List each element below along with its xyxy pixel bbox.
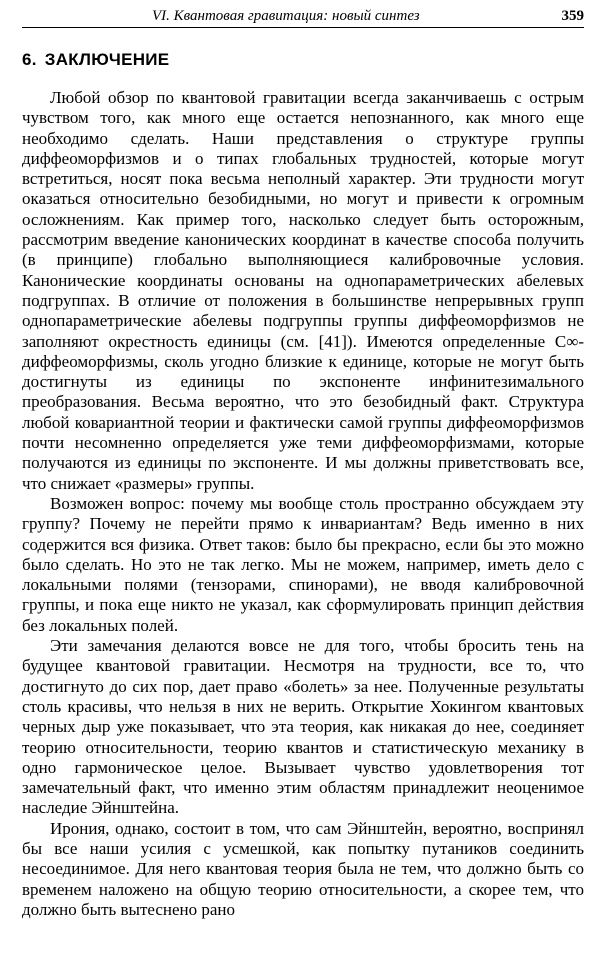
section-heading [22, 50, 584, 70]
paragraph-1: Любой обзор по квантовой гравитации всегда заканчиваешь с острым чувством того, как много еще остается непознанного, как много еще необходимо сделать. Наши представления о структуре группы диффеоморфизмов и о типах глобальных трудностей, которые могут встретиться, носят пока весьма неполный характер. Эти трудности могут оказаться относительно безобидными, но могут и привести к огромным осложнениям. Как пример того, насколько следует быть осторожным, рассмотрим введение канонических координат в качестве способа получить (в принципе) глобально выполняющиеся калибровочные условия. Канонические координаты основаны на однопараметрических абелевых подгруппах. В отличие от положения в большинстве непрерывных групп однопараметрические абелевы подгруппы группы диффеоморфизмов не заполняют окрестность единицы (см. [41]). Имеются определенные C∞-диффеоморфизмы, сколь угодно близкие к единице, которые не могут быть достигнуты из единицы по экспоненте инфинитезимального преобразования. Весьма вероятно, что это безобидный факт. Структура любой ковариантной теории и фактически самой группы диффеоморфизмов почти несомненно определяется уже теми диффеоморфизмами, которые получаются из единицы по экспоненте. И мы должны приветствовать все, что снижает «размеры» группы. [22, 88, 584, 493]
running-title: VI. Квантовая гравитация: новый синтез [152, 8, 420, 24]
section-title: ЗАКЛЮЧЕНИЕ [44, 50, 170, 69]
running-header [22, 0, 584, 28]
page-number: 359 [561, 8, 584, 24]
section-number: 6. [22, 50, 37, 69]
paragraph-2: Возможен вопрос: почему мы вообще столь пространно обсуждаем эту группу? Почему не перейти прямо к инвариантам? Ведь именно в них содержится вся физика. Ответ таков: было бы прекрасно, если бы это можно было сделать. Но это не так легко. Мы не можем, например, иметь дело с локальными полями (тензорами, спинорами), не вводя калибровочной группы, и пока еще никто не указал, как сформулировать принцип действия без локальных полей. [22, 493, 584, 635]
body-text [22, 88, 584, 920]
paragraph-3: Эти замечания делаются вовсе не для того, чтобы бросить тень на будущее квантовой гравитации. Несмотря на трудности, все то, что достигнуто до сих пор, дает право «болеть» за нее. Полученные результаты столь красивы, что нельзя в них не верить. Открытие Хокингом квантовых черных дыр уже показывает, что эта теория, как никакая до нее, соединяет теорию относительности, теорию квантов и статистическую механику в одно гармоническое целое. Вызывает чувство удовлетворения тот замечательный факт, что именно этим областям принадлежит неоценимое наследие Эйнштейна. [22, 636, 584, 818]
paragraph-4: Ирония, однако, состоит в том, что сам Эйнштейн, вероятно, воспринял бы все наши усилия с усмешкой, как попытку путаников соединить несоединимое. Для него квантовая теория была не тем, что должно быть со временем наложено на общую теорию относительности, а скорее тем, что должно быть вытеснено рано [22, 818, 584, 919]
